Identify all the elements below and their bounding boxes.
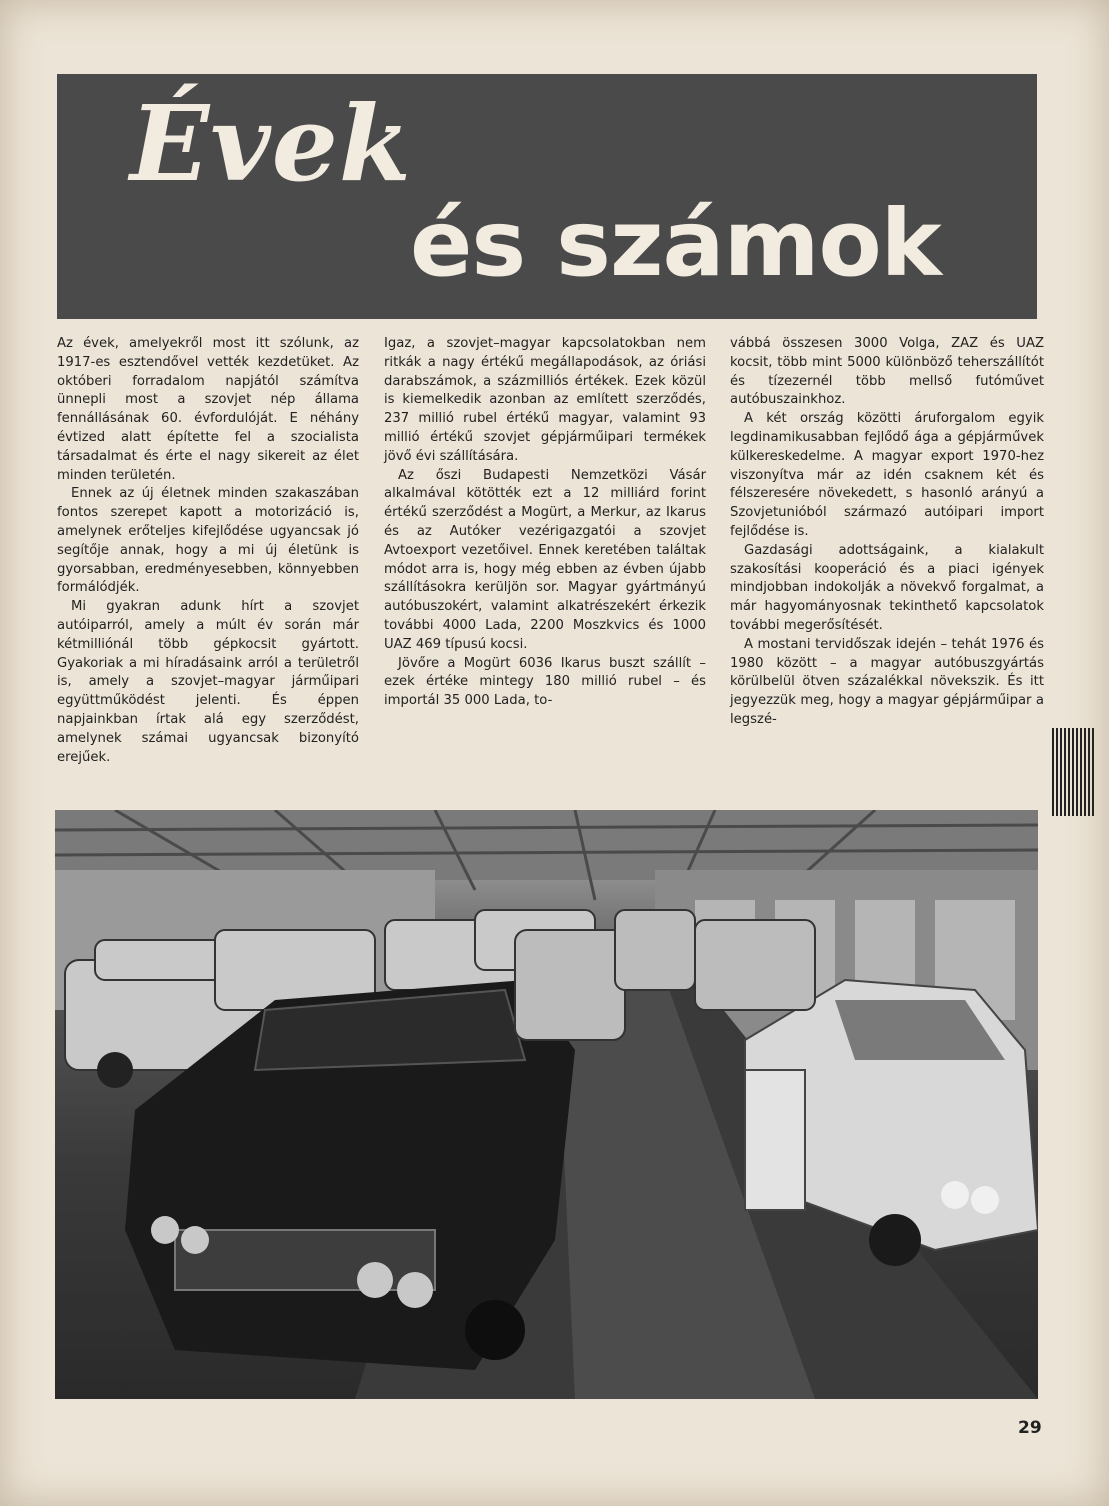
title-line-2: és számok	[410, 190, 941, 297]
page-number: 29	[1018, 1418, 1042, 1438]
paragraph: vábbá összesen 3000 Volga, ZAZ és UAZ kocsit, több mint 5000 különböző teherszállítót és tízezernél több mellső futóművet autóbuszainkhoz.	[730, 336, 1044, 408]
paragraph: Igaz, a szovjet–magyar kapcsolatokban nem ritkák a nagy értékű megállapodások, az óriási darabszámok, a százmilliós értékek. Ezek közül is kiemelkedik azonban az említett szerződés, 237 millió rubel értékű magyar, valamint 93 millió értékű szovjet gépjárműipari termékek jövő évi szállítására.	[384, 336, 706, 464]
paragraph: A két ország közötti áruforgalom egyik legdinamikusabban fejlődő ága a gépjárművek külkereskedelme. A magyar export 1970-hez viszonyítva már az idén csaknem két és félszeresére növekedett, s hasonló arányú a Szovjetunióból származó autóipari import fejlődése is.	[730, 411, 1044, 539]
paragraph: A mostani tervidőszak idején – tehát 1976 és 1980 között – a magyar autóbuszgyártás körülbelül ötven százalékkal növekszik. És itt jegyezzük meg, hogy a magyar gépjárműipar a legszé-	[730, 636, 1044, 727]
paragraph: Ennek az új életnek minden szakaszában fontos szerepet kapott a motorizáció is, amelynek erőteljes kifejlődése ugyancsak jó segítője annak, hogy a mi új életünk is gyorsabban, eredményesebben, könnyebben formálódjék.	[57, 486, 359, 596]
paragraph: Jövőre a Mogürt 6036 Ikarus buszt szállít – ezek értéke mintegy 180 millió rubel – és importál 35 000 Lada, to-	[384, 655, 706, 709]
text-column-1	[57, 335, 359, 767]
paragraph: Mi gyakran adunk hírt a szovjet autóiparról, amely a múlt év során már kétmilliónál több gépkocsit gyártott. Gyakoriak a mi híradásaink arról a területről is, amely a szovjet–magyar járműipari együttműködést jelenti. És éppen napjainkban írtak alá egy szerződést, amelynek számai ugyancsak bizonyító erejűek.	[57, 599, 359, 765]
title-line-1: Évek	[130, 82, 412, 205]
paragraph: Az évek, amelyekről most itt szólunk, az 1917-es esztendővel vették kezdetüket. Az októberi forradalom napjától számítva ünnepli most a szovjet nép állama fennállásának 60. évfordulóját. E néhány évtized alatt építette fel a szocialista társadalmat és érte el nagy sikereit az élet minden területén.	[57, 336, 359, 483]
paragraph: Az őszi Budapesti Nemzetközi Vásár alkalmával kötötték ezt a 12 milliárd forint értékű szerződést a Mogürt, a Merkur, az Ikarus és az Autóker vezérigazgatói a szovjet Avtoexport vezetőivel. Ennek keretében találtak módot arra is, hogy még ebben az évben újabb szállításokra kerüljön sor. Magyar gyártmányú autóbuszokért, valamint alkatrészekért érkezik további 4000 Lada, 2200 Moszkvics és 1000 UAZ 469 típusú kocsi.	[384, 467, 706, 652]
text-column-3	[730, 335, 1044, 730]
photo-illustration	[55, 810, 1038, 1399]
text-column-2	[384, 335, 706, 711]
paragraph: Gazdasági adottságaink, a kialakult szakosítási kooperáció és a piaci igények mindjobban indokolják a növekvő forgalmat, a már hagyományosnak tekinthető kapcsolatok további megerősítését.	[730, 542, 1044, 633]
factory-assembly-line-photo	[55, 810, 1038, 1399]
barcode-strip	[1052, 728, 1096, 816]
